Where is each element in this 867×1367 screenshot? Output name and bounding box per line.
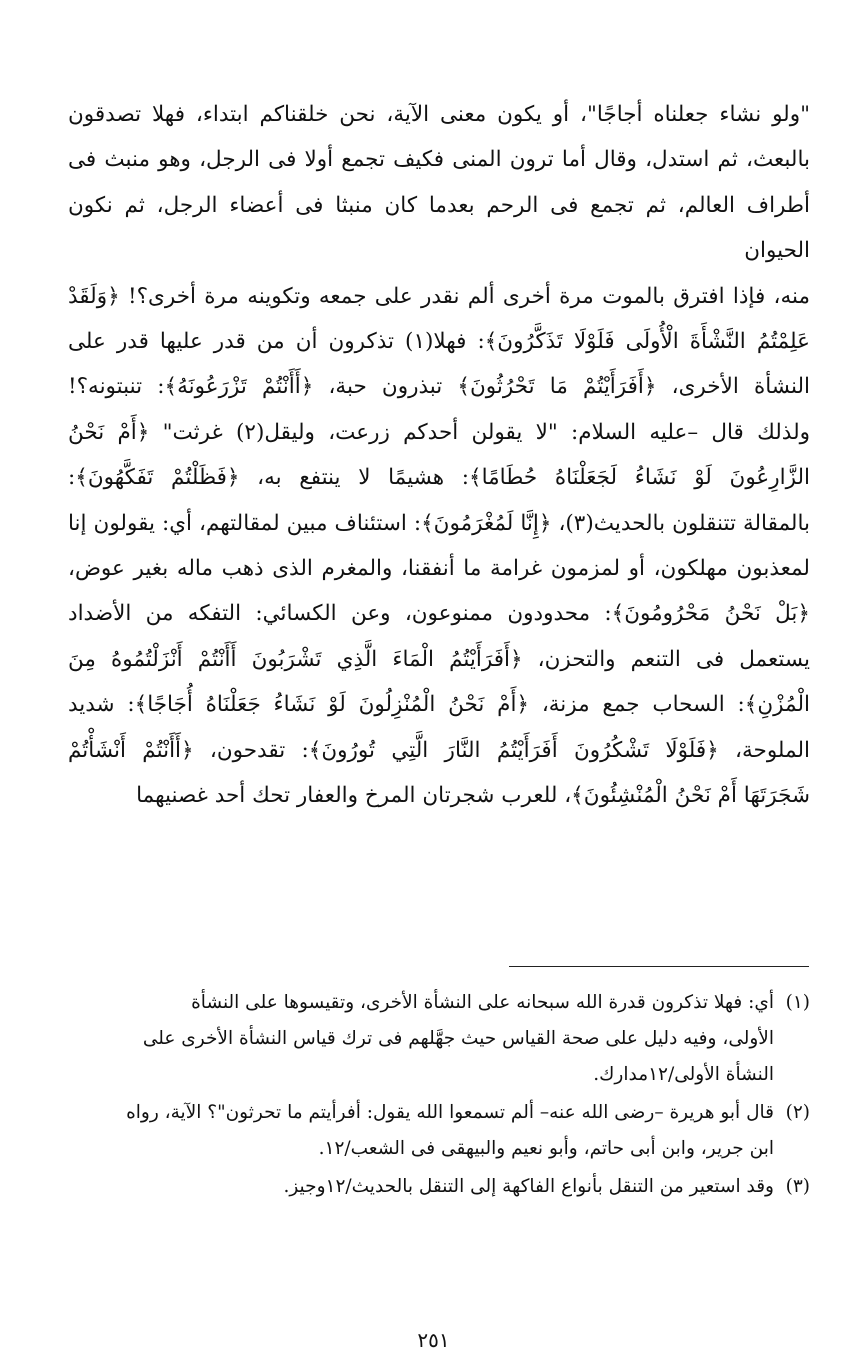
text-line-11: ﴿بَلْ نَحْنُ مَحْرُومُونَ﴾: محدودون ممنوعون، وعن الكسائي: التفكه من الأضداد [68, 601, 810, 627]
footnote-separator [509, 966, 809, 967]
footnotes [68, 985, 810, 1207]
footnote-line: أي: فهلا تذكرون قدرة الله سبحانه على النشأة الأخرى، وتقيسوها على النشأة [191, 992, 774, 1013]
text-line-15: شَجَرَتَهَا أَمْ نَحْنُ الْمُنْشِئُونَ﴾، للعرب شجرتان المرخ والعفار تحك أحد غصنيهما [136, 783, 810, 809]
footnote-line: قال أبو هريرة –رضى الله عنه– ألم تسمعوا الله يقول: أفرأيتم ما تحرثون"؟ الآية، رواه [126, 1102, 774, 1123]
page-number: ٢٥١ [417, 1328, 450, 1352]
text-line-7: ولذلك قال –عليه السلام: "لا يقولن أحدكم زرعت، وليقل(٢) غرثت" ﴿أَمْ نَحْنُ [68, 419, 810, 445]
footnote-line: ابن جرير، وابن أبى حاتم، وأبو نعيم والبيهقى فى الشعب/١٢. [318, 1138, 774, 1159]
footnote-3 [68, 1169, 810, 1205]
text-line-9: بالمقالة تتنقلون بالحديث(٣)، ﴿إِنَّا لَمُغْرَمُونَ﴾: استئناف مبين لمقالتهم، أي: يقولون إنا [68, 510, 811, 536]
footnote-line: الأولى، وفيه دليل على صحة القياس حيث جهَّلهم فى ترك قياس النشأة الأخرى على [142, 1028, 774, 1049]
text-line-4: منه، فإذا افترق بالموت مرة أخرى ألم نقدر على جمعه وتكوينه مرة أخرى؟! ﴿وَلَقَدْ [68, 283, 810, 309]
footnote-number: (٣) [785, 1176, 810, 1197]
text-line-5: عَلِمْتُمُ النَّشْأَةَ الْأُولَى فَلَوْلَا تَذَكَّرُونَ﴾: فهلا(١) تذكرون أن من قدر عليها قدر على [68, 329, 810, 355]
footnote-number: (٢) [785, 1102, 810, 1123]
text-line-12: يستعمل فى التنعم والتحزن، ﴿أَفَرَأَيْتُمُ الْمَاءَ الَّذِي تَشْرَبُونَ أَأَنْتُمْ أَنْزَلْتُمُوهُ مِنَ [68, 646, 810, 672]
text-line-6: النشأة الأخرى، ﴿أَفَرَأَيْتُمْ مَا تَحْرُثُونَ﴾ تبذرون حبة، ﴿أَأَنْتُمْ تَزْرَعُونَهُ﴾: تنبتونه؟! [68, 374, 810, 400]
footnote-number: (١) [785, 992, 810, 1013]
footnote-line: النشأة الأولى/١٢مدارك. [593, 1064, 774, 1085]
text-line-13: الْمُزْنِ﴾: السحاب جمع مزنة، ﴿أَمْ نَحْنُ الْمُنْزِلُونَ لَوْ نَشَاءُ جَعَلْنَاهُ أُجَاجًا﴾: شديد [68, 692, 810, 718]
text-line-14: الملوحة، ﴿فَلَوْلَا تَشْكُرُونَ أَفَرَأَيْتُمُ النَّارَ الَّتِي تُورُونَ﴾: تقدحون، ﴿أَأَنْتُمْ أَنْشَأْتُمْ [68, 737, 810, 763]
text-line-8: الزَّارِعُونَ لَوْ نَشَاءُ لَجَعَلْنَاهُ حُطَامًا﴾: هشيمًا لا ينتفع به، ﴿فَظَلْتُمْ تَفَكَّهُونَ﴾: [68, 465, 810, 491]
text-line-2: بالبعث، ثم استدل، وقال أما ترون المنى فكيف تجمع أولا فى الرجل، وهو منبث فى [68, 147, 810, 173]
footnote-line: وقد استعير من التنقل بأنواع الفاكهة إلى التنقل بالحديث/١٢وجيز. [283, 1176, 774, 1197]
text-line-10: لمعذبون مهلكون، أو لمزمون غرامة ما أنفقنا، والمغرم الذى ذهب ماله بغير عوض، [68, 556, 810, 582]
footnote-1 [68, 985, 810, 1093]
main-text [68, 92, 810, 819]
footnote-2 [68, 1095, 810, 1167]
text-line-3: أطراف العالم، ثم تجمع فى الرحم بعدما كان منبثا فى أعضاء الرجل، ثم نكون الحيوان [68, 192, 810, 264]
text-line-1: "ولو نشاء جعلناه أجاجًا"، أو يكون معنى الآية، نحن خلقناكم ابتداء، فهلا تصدقون [68, 102, 810, 127]
